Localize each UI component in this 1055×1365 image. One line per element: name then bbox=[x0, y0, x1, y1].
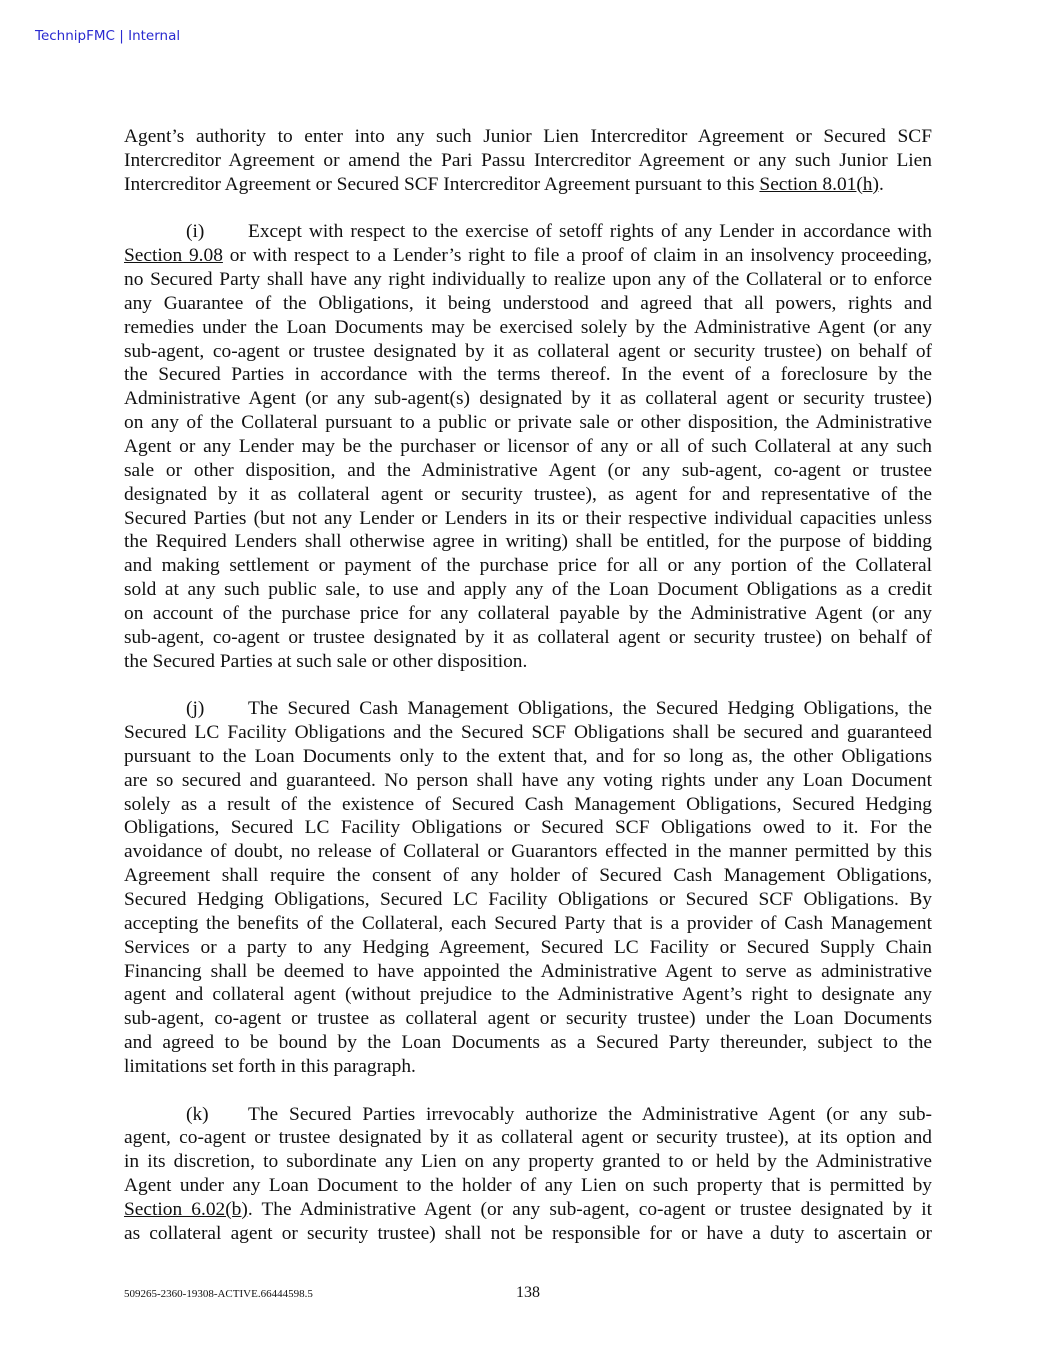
text-line bbox=[124, 626, 932, 650]
text-line bbox=[124, 793, 932, 817]
text-run: no Secured Party shall have any right individually to realize upon any of the Collateral or to enforce bbox=[124, 269, 932, 291]
text-line bbox=[124, 602, 932, 626]
text-run: The Secured Parties irrevocably authorize the Administrative Agent (or any sub- bbox=[248, 1103, 932, 1125]
text-run: limitations set forth in this paragraph. bbox=[124, 1055, 416, 1077]
text-line bbox=[124, 1222, 932, 1246]
section-reference-link[interactable]: Section 9.08 bbox=[124, 245, 223, 267]
text-line bbox=[124, 888, 932, 912]
text-run: Secured Hedging Obligations, Secured LC Facility Obligations or Secured SCF Obligations. By bbox=[124, 889, 932, 910]
text-run: and making settlement or payment of the purchase price for all or any portion of the Collateral bbox=[124, 555, 932, 577]
text-run: agent, co-agent or trustee designated by it as collateral agent or security trustee), at its option and bbox=[124, 1127, 932, 1149]
document-id: 509265-2360-19308-ACTIVE.66444598.5 bbox=[124, 1288, 313, 1300]
text-line bbox=[124, 435, 932, 459]
text-run: . bbox=[878, 173, 884, 195]
page-number: 138 bbox=[516, 1284, 540, 1301]
text-line bbox=[124, 816, 932, 840]
text-run: on account of the purchase price for any collateral payable by the Administrative Agent (or any bbox=[124, 602, 932, 624]
text-line bbox=[124, 769, 932, 793]
text-line bbox=[124, 1103, 932, 1127]
text-run: sale or other disposition, and the Administrative Agent (or any sub-agent, co-agent or trustee bbox=[124, 459, 932, 481]
paragraph-i bbox=[124, 220, 932, 673]
text-run: agent and collateral agent (without prejudice to the Administrative Agent’s right to designate any bbox=[124, 984, 932, 1006]
section-reference-link[interactable]: Section 8.01(h) bbox=[759, 173, 879, 195]
text-line bbox=[124, 1174, 932, 1198]
text-line bbox=[124, 1007, 932, 1031]
text-line bbox=[124, 149, 932, 173]
text-run: sold at any such public sale, to use and apply any of the Loan Document Obligations as a credit bbox=[124, 579, 932, 601]
paragraph-k bbox=[124, 1103, 932, 1246]
text-run: sub-agent, co-agent or trustee designated by it as collateral agent or security trustee) on behalf of bbox=[124, 340, 932, 362]
text-line bbox=[124, 125, 932, 149]
document-body bbox=[124, 125, 932, 1270]
text-line bbox=[124, 244, 932, 268]
text-line bbox=[124, 316, 932, 340]
text-run: Administrative Agent (or any sub-agent(s) designated by it as collateral agent or security trustee) bbox=[124, 388, 932, 410]
text-line bbox=[124, 459, 932, 483]
text-line bbox=[124, 745, 932, 769]
text-line bbox=[124, 530, 932, 554]
text-run: designated by it as collateral agent or security trustee), as agent for and representative of the bbox=[124, 483, 932, 505]
text-line bbox=[124, 650, 932, 674]
text-run: sub-agent, co-agent or trustee designated by it as collateral agent or security trustee) on behalf of bbox=[124, 626, 932, 648]
text-run: Intercreditor Agreement or amend the Pari Passu Intercreditor Agreement or any such Junior Lien bbox=[124, 149, 932, 171]
text-line bbox=[124, 840, 932, 864]
text-run: and agreed to be bound by the Loan Documents as a Secured Party thereunder, subject to the bbox=[124, 1032, 932, 1054]
clause-label: (j) bbox=[186, 698, 205, 720]
text-line bbox=[124, 507, 932, 531]
text-run: Agent’s authority to enter into any such Junior Lien Intercreditor Agreement or Secured SCF bbox=[124, 126, 932, 147]
text-run: accepting the benefits of the Collateral, each Secured Party that is a provider of Cash Management bbox=[124, 912, 932, 934]
text-line bbox=[124, 578, 932, 602]
text-run: are so secured and guaranteed. No person shall have any voting rights under any Loan Document bbox=[124, 769, 932, 791]
text-line bbox=[124, 292, 932, 316]
text-run: remedies under the Loan Documents may be exercised solely by the Administrative Agent (or any bbox=[124, 316, 932, 338]
text-line bbox=[124, 340, 932, 364]
text-run: Financing shall be deemed to have appointed the Administrative Agent to serve as administrative bbox=[124, 960, 932, 982]
text-run: Except with respect to the exercise of setoff rights of any Lender in accordance with bbox=[248, 221, 932, 243]
text-line bbox=[124, 483, 932, 507]
text-line bbox=[124, 960, 932, 984]
text-run: pursuant to the Loan Documents only to the extent that, and for so long as, the other Obligations bbox=[124, 745, 932, 767]
text-run: or with respect to a Lender’s right to file a proof of claim in an insolvency proceeding, bbox=[222, 245, 932, 267]
text-line bbox=[124, 936, 932, 960]
text-line bbox=[124, 983, 932, 1007]
text-line bbox=[124, 411, 932, 435]
text-run: Agreement shall require the consent of any holder of Secured Cash Management Obligations, bbox=[124, 865, 932, 887]
text-line bbox=[124, 220, 932, 244]
text-run: on any of the Collateral pursuant to a public or private sale or other disposition, the Administrative bbox=[124, 412, 932, 434]
text-run: the Secured Parties at such sale or other disposition. bbox=[124, 650, 528, 672]
text-run: The Secured Cash Management Obligations, the Secured Hedging Obligations, the bbox=[248, 698, 932, 720]
clause-label: (i) bbox=[186, 221, 205, 243]
text-line bbox=[124, 268, 932, 292]
text-line bbox=[124, 554, 932, 578]
text-run: Agent under any Loan Document to the holder of any Lien on such property that is permitted by bbox=[124, 1175, 932, 1197]
text-line bbox=[124, 387, 932, 411]
text-run: . The Administrative Agent (or any sub-agent, co-agent or trustee designated by it bbox=[247, 1198, 932, 1220]
text-line bbox=[124, 864, 932, 888]
text-line bbox=[124, 1126, 932, 1150]
text-run: Obligations, Secured LC Facility Obligations or Secured SCF Obligations owed to it. For the bbox=[124, 817, 932, 839]
text-run: as collateral agent or security trustee) shall not be responsible for or have a duty to ascertain or bbox=[124, 1222, 932, 1244]
text-line bbox=[124, 1031, 932, 1055]
text-run: any Guarantee of the Obligations, it being understood and agreed that all powers, rights and bbox=[124, 292, 932, 314]
text-run: Services or a party to any Hedging Agreement, Secured LC Facility or Secured Supply Chain bbox=[124, 936, 932, 958]
text-run: avoidance of doubt, no release of Collateral or Guarantors effected in the manner permitted by this bbox=[124, 841, 932, 863]
text-line bbox=[124, 363, 932, 387]
text-run: Intercreditor Agreement or Secured SCF Intercreditor Agreement pursuant to this bbox=[124, 173, 760, 195]
text-run: in its discretion, to subordinate any Lien on any property granted to or held by the Administrative bbox=[124, 1151, 932, 1173]
text-line bbox=[124, 912, 932, 936]
text-line bbox=[124, 721, 932, 745]
text-line bbox=[124, 173, 932, 197]
text-line bbox=[124, 1150, 932, 1174]
paragraph-j bbox=[124, 697, 932, 1079]
text-run: Agent or any Lender may be the purchaser or licensor of any or all of such Collateral at any such bbox=[124, 435, 932, 457]
clause-label: (k) bbox=[186, 1103, 209, 1125]
section-reference-link[interactable]: Section 6.02(b) bbox=[124, 1198, 248, 1220]
text-run: solely as a result of the existence of Secured Cash Management Obligations, Secured Hedging bbox=[124, 793, 932, 815]
text-line bbox=[124, 697, 932, 721]
text-run: Secured LC Facility Obligations and the Secured SCF Obligations shall be secured and guaranteed bbox=[124, 722, 932, 744]
text-run: the Required Lenders shall otherwise agree in writing) shall be entitled, for the purpose of bidding bbox=[124, 531, 932, 553]
text-run: the Secured Parties in accordance with the terms thereof. In the event of a foreclosure by the bbox=[124, 364, 932, 386]
text-line bbox=[124, 1198, 932, 1222]
paragraph-continuation bbox=[124, 125, 932, 197]
text-run: sub-agent, co-agent or trustee as collateral agent or security trustee) under the Loan Documents bbox=[124, 1008, 932, 1030]
text-run: Secured Parties (but not any Lender or Lenders in its or their respective individual capacities unless bbox=[124, 507, 932, 529]
text-line bbox=[124, 1055, 932, 1079]
classification-label: TechnipFMC | Internal bbox=[35, 28, 181, 44]
